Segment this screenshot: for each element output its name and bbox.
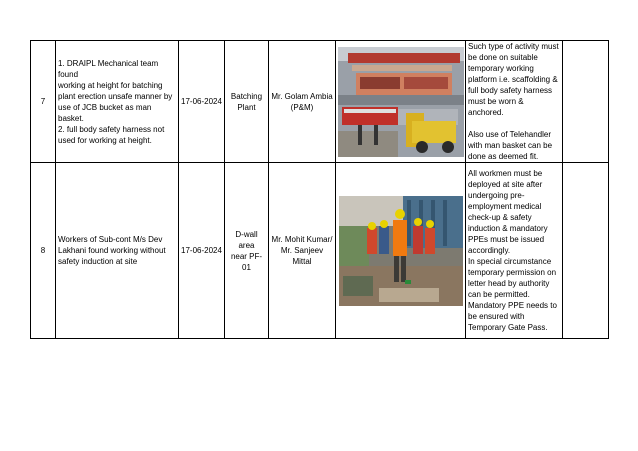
remarks-cell — [563, 163, 609, 339]
responsible-person-cell: Mr. Golam Ambia (P&M) — [269, 41, 336, 163]
responsible-person-cell: Mr. Mohit Kumar/ Mr. Sanjeev Mittal — [269, 163, 336, 339]
date-cell: 17-06-2024 — [179, 41, 225, 163]
observation-text: 1. DRAIPL Mechanical team found working at height for batching plant erection unsafe manner by use of JCB bucket as man basket. 2. full body safety harness not used for working at height. — [56, 41, 179, 163]
location-cell: Batching Plant — [225, 41, 269, 163]
observation-table — [30, 40, 609, 339]
serial-number: 7 — [31, 41, 56, 163]
location-cell: D-wall area near PF-01 — [225, 163, 269, 339]
recommendation-text: Such type of activity must be done on suitable temporary working platform i.e. scaffolding & full body safety harness must be worn & anchored. Also use of Telehandler with man basket can be done as deemed fit. — [466, 41, 563, 163]
photo-cell — [336, 163, 466, 339]
site-photo-batching-plant — [338, 47, 464, 157]
table-row — [31, 163, 609, 339]
site-photo-dwall-workers — [339, 196, 463, 306]
photo-cell — [336, 41, 466, 163]
date-cell: 17-06-2024 — [179, 163, 225, 339]
serial-number: 8 — [31, 163, 56, 339]
recommendation-text: All workmen must be deployed at site after undergoing pre- employment medical check-up & safety induction & mandatory PPEs must be issued accordingly. In special circumstance temporary permission on letter head by authority can be permitted. Mandatory PPE needs to be ensured with Temporary Gate Pass. — [466, 163, 563, 339]
remarks-cell — [563, 41, 609, 163]
observation-text: Workers of Sub-cont M/s Dev Lakhani found working without safety induction at site — [56, 163, 179, 339]
table-row — [31, 41, 609, 163]
